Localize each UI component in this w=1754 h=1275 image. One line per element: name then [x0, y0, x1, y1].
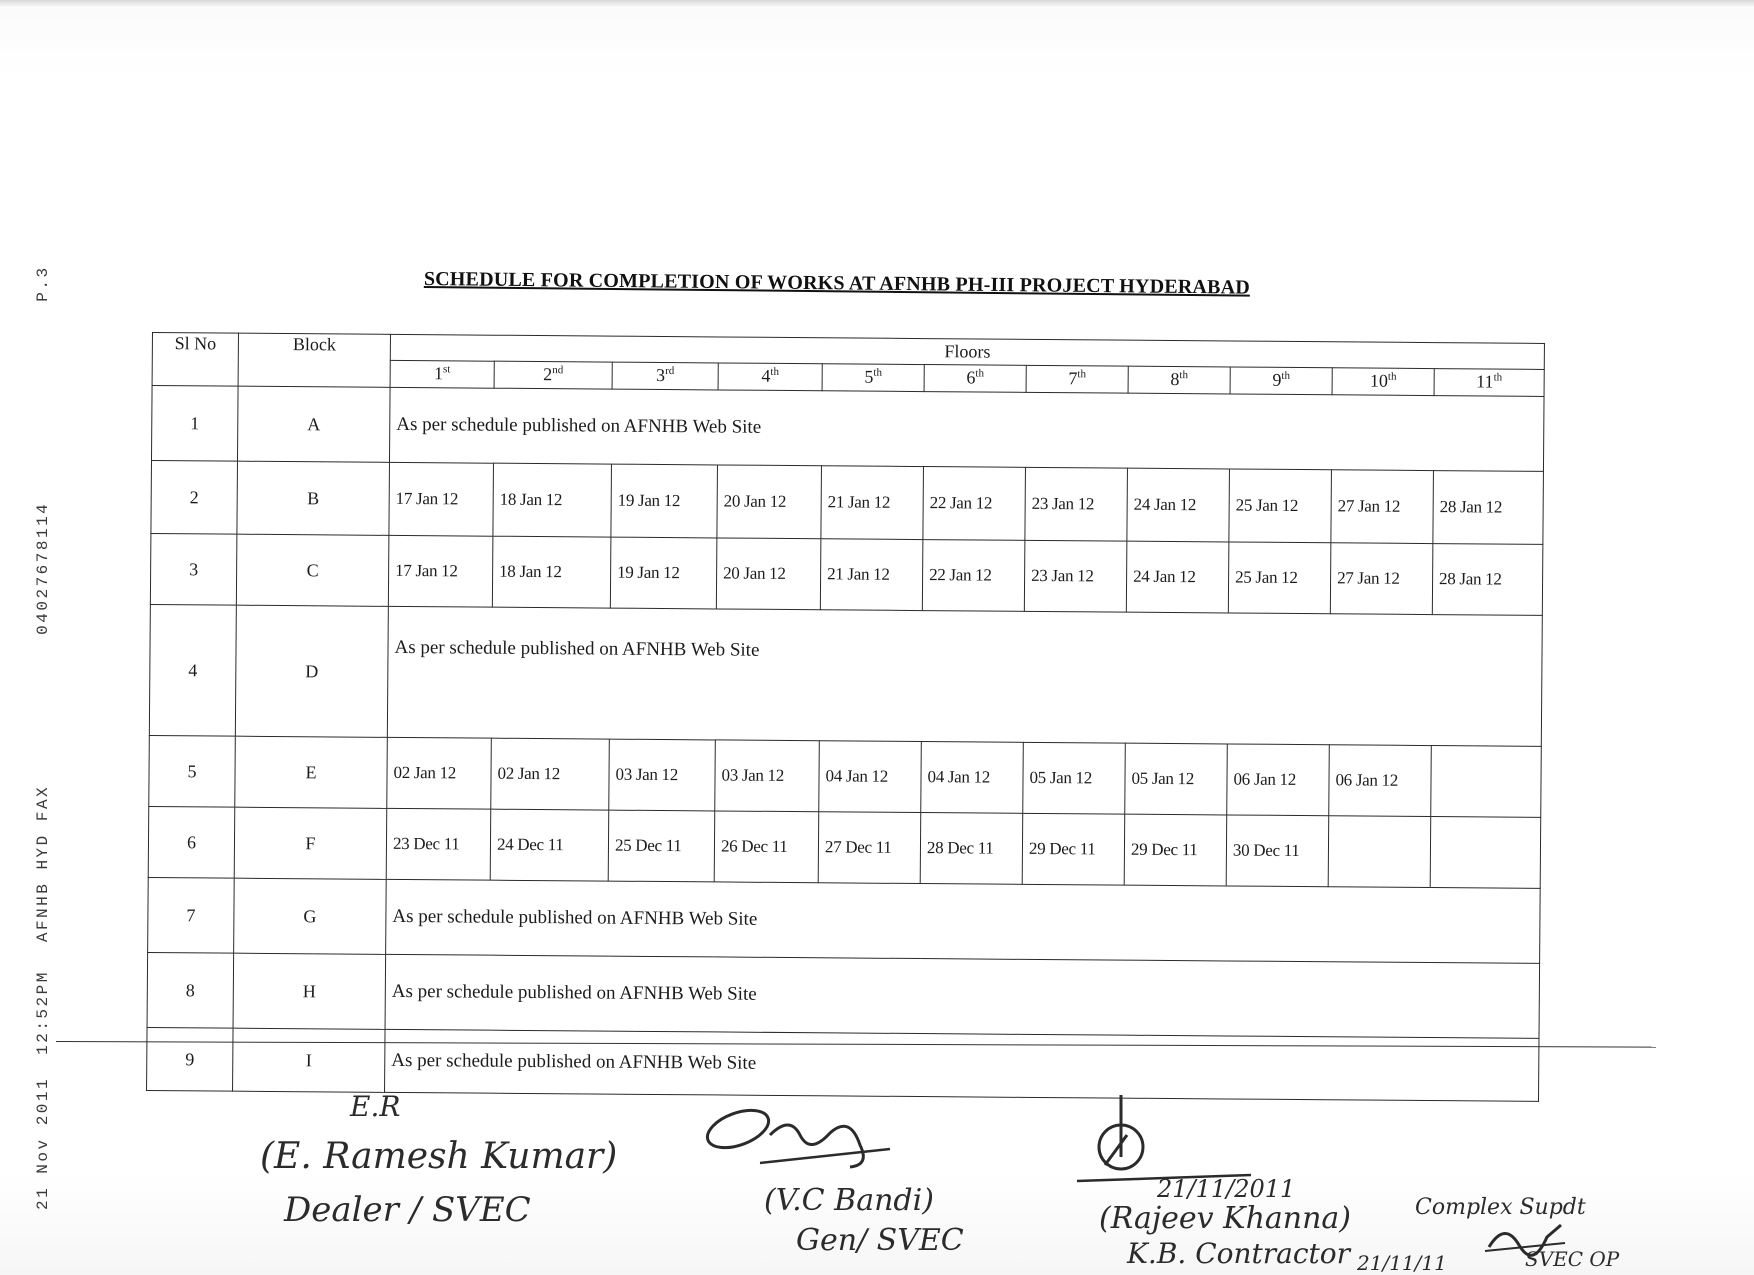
- floor-header-1: [390, 360, 494, 388]
- row-block: D: [235, 605, 388, 737]
- header-floors: Floors: [390, 334, 1544, 369]
- floor-completion-date: 30 Dec 11: [1226, 815, 1329, 887]
- row-schedule-note: As per schedule published on AFNHB Web Site: [385, 1029, 1540, 1101]
- table-row: [149, 735, 1542, 817]
- signature-3-scribble: [1075, 1095, 1255, 1185]
- floor-completion-date: 28 Dec 11: [920, 813, 1023, 885]
- floor-header-7: [1026, 365, 1128, 393]
- schedule-table-wrapper: [146, 332, 1545, 1102]
- floor-completion-date: 17 Jan 12: [388, 535, 493, 607]
- floor-completion-date: 29 Dec 11: [1022, 813, 1125, 885]
- signature-2: [700, 1105, 964, 1258]
- floor-completion-date: 02 Jan 12: [387, 737, 492, 809]
- floor-completion-date: 25 Jan 12: [1228, 542, 1331, 614]
- signature-2-scribble: [700, 1105, 900, 1175]
- floor-completion-date: [1431, 746, 1542, 818]
- table-row: [148, 877, 1541, 963]
- floor-completion-date: 27 Jan 12: [1330, 543, 1433, 615]
- row-schedule-note: As per schedule published on AFNHB Web Site: [387, 606, 1542, 746]
- signature-3-name: (Rajeev Khanna): [1099, 1201, 1352, 1236]
- fax-sender: AFNHB HYD FAX: [34, 784, 52, 943]
- floor-completion-date: 24 Jan 12: [1126, 541, 1229, 613]
- signature-1-name: (E. Ramesh Kumar): [260, 1136, 618, 1177]
- fax-page: P.3: [34, 265, 52, 302]
- floor-completion-date: 23 Jan 12: [1024, 540, 1127, 612]
- floor-suffix: th: [770, 366, 780, 379]
- floor-suffix: th: [1281, 370, 1291, 383]
- row-block: F: [234, 807, 387, 879]
- floor-header-5: [822, 364, 924, 392]
- floor-number: 3: [656, 365, 666, 386]
- floor-suffix: th: [1179, 369, 1189, 382]
- floor-completion-date: 04 Jan 12: [921, 742, 1024, 814]
- row-sl-no: 9: [147, 1027, 233, 1091]
- fax-header: [34, 265, 52, 1210]
- floor-completion-date: 19 Jan 12: [611, 464, 718, 538]
- floor-completion-date: 06 Jan 12: [1227, 744, 1330, 816]
- fax-time: 12:52PM: [34, 970, 52, 1055]
- floor-completion-date: 18 Jan 12: [492, 536, 611, 608]
- floor-number: 8: [1170, 369, 1180, 390]
- floor-suffix: th: [975, 367, 985, 380]
- fax-number: 04027678114: [34, 501, 52, 635]
- floor-completion-date: 28 Jan 12: [1432, 544, 1543, 616]
- floor-completion-date: 29 Dec 11: [1124, 814, 1227, 886]
- signature-1-initials: E.R: [350, 1090, 401, 1123]
- row-sl-no: 1: [151, 386, 238, 462]
- floor-completion-date: 20 Jan 12: [717, 465, 822, 539]
- floor-completion-date: 26 Dec 11: [714, 811, 819, 883]
- row-sl-no: 6: [148, 806, 235, 878]
- row-block: E: [235, 736, 388, 808]
- row-block: H: [233, 953, 386, 1029]
- row-sl-no: 8: [147, 952, 234, 1028]
- row-block: B: [237, 461, 390, 535]
- floor-header-11: [1434, 368, 1544, 396]
- floor-completion-date: 24 Dec 11: [490, 809, 609, 881]
- row-schedule-note: As per schedule published on AFNHB Web Site: [386, 879, 1541, 963]
- floor-suffix: th: [873, 367, 883, 380]
- table-row: [151, 460, 1544, 544]
- row-block: A: [237, 386, 390, 462]
- floor-suffix: nd: [552, 364, 564, 377]
- scan-top-edge: [0, 0, 1754, 8]
- floor-header-2: [494, 361, 612, 389]
- floor-completion-date: [1430, 817, 1541, 889]
- floor-completion-date: 27 Jan 12: [1331, 470, 1434, 544]
- row-block: G: [234, 878, 387, 954]
- header-block: Block: [238, 333, 390, 387]
- header-sl-no: Sl No: [152, 333, 238, 387]
- floor-header-10: [1332, 368, 1434, 396]
- floor-suffix: rd: [665, 365, 675, 378]
- floor-number: 2: [543, 364, 553, 385]
- floor-number: 6: [966, 367, 976, 388]
- row-schedule-note: As per schedule published on AFNHB Web Site: [389, 387, 1544, 471]
- floor-completion-date: 27 Dec 11: [818, 812, 921, 884]
- floor-header-6: [924, 364, 1026, 392]
- table-row: [147, 952, 1540, 1038]
- floor-suffix: th: [1387, 371, 1397, 384]
- floor-number: 11: [1476, 371, 1494, 392]
- floor-completion-date: 22 Jan 12: [923, 467, 1026, 541]
- fax-date: 21 Nov 2011: [34, 1076, 52, 1210]
- floor-completion-date: 20 Jan 12: [716, 538, 821, 610]
- floor-completion-date: 17 Jan 12: [389, 462, 494, 536]
- floor-completion-date: 21 Jan 12: [821, 466, 924, 540]
- schedule-table: [146, 332, 1545, 1102]
- floor-number: 5: [864, 367, 874, 388]
- floor-completion-date: 06 Jan 12: [1329, 745, 1432, 817]
- floor-completion-date: 24 Jan 12: [1127, 468, 1230, 542]
- table-row: [149, 604, 1542, 746]
- floor-number: 7: [1068, 368, 1078, 389]
- floor-header-8: [1128, 366, 1230, 394]
- row-block: C: [236, 534, 389, 606]
- floor-suffix: th: [1077, 368, 1087, 381]
- signature-3-date: 21/11/2011: [1157, 1175, 1296, 1203]
- floor-completion-date: 25 Dec 11: [608, 810, 715, 882]
- row-sl-no: 7: [148, 877, 235, 953]
- floor-header-3: [612, 362, 718, 390]
- signature-4-note: SVEC OP: [1525, 1247, 1620, 1271]
- floor-suffix: st: [442, 363, 451, 376]
- floor-number: 10: [1369, 371, 1388, 392]
- floor-number: 9: [1272, 370, 1282, 391]
- floor-completion-date: 28 Jan 12: [1433, 471, 1544, 545]
- row-sl-no: 5: [149, 735, 236, 807]
- row-block: I: [233, 1028, 385, 1092]
- row-sl-no: 4: [149, 604, 236, 736]
- floor-suffix: th: [1493, 371, 1503, 385]
- floor-completion-date: 03 Jan 12: [715, 740, 820, 812]
- floor-number: 1: [433, 363, 444, 384]
- table-row: [148, 806, 1541, 888]
- floor-completion-date: [1328, 816, 1431, 888]
- floor-completion-date: 03 Jan 12: [609, 739, 716, 811]
- document-title: SCHEDULE FOR COMPLETION OF WORKS AT AFNHB PH-III PROJECT HYDERABAD: [423, 268, 1251, 299]
- floor-completion-date: 23 Jan 12: [1025, 467, 1128, 541]
- row-sl-no: 3: [150, 533, 237, 605]
- signature-4-date: 21/11/11: [1357, 1251, 1447, 1275]
- floor-completion-date: 05 Jan 12: [1125, 743, 1228, 815]
- floor-completion-date: 02 Jan 12: [491, 738, 610, 810]
- signature-4-designation: Complex Supdt: [1415, 1195, 1586, 1220]
- floor-completion-date: 22 Jan 12: [922, 540, 1025, 612]
- floor-completion-date: 25 Jan 12: [1229, 469, 1332, 543]
- floor-completion-date: 18 Jan 12: [493, 463, 612, 537]
- floor-completion-date: 23 Dec 11: [386, 808, 491, 880]
- row-sl-no: 2: [151, 460, 238, 534]
- floor-header-9: [1230, 367, 1332, 395]
- signature-3: [1075, 1095, 1352, 1270]
- row-schedule-note: As per schedule published on AFNHB Web Site: [385, 954, 1540, 1038]
- floor-header-4: [718, 363, 822, 391]
- floor-number: 4: [761, 366, 771, 387]
- table-row: [150, 533, 1543, 615]
- signature-2-designation: Gen/ SVEC: [796, 1223, 964, 1258]
- floor-completion-date: 04 Jan 12: [819, 741, 922, 813]
- floor-completion-date: 05 Jan 12: [1023, 742, 1126, 814]
- floor-completion-date: 21 Jan 12: [820, 539, 923, 611]
- schedule-body: [147, 386, 1545, 1102]
- signature-1-designation: Dealer / SVEC: [284, 1190, 531, 1230]
- signature-3-designation: K.B. Contractor: [1127, 1237, 1351, 1270]
- floor-completion-date: 19 Jan 12: [610, 537, 717, 609]
- signature-2-name: (V.C Bandi): [764, 1183, 934, 1218]
- table-row: [151, 386, 1544, 472]
